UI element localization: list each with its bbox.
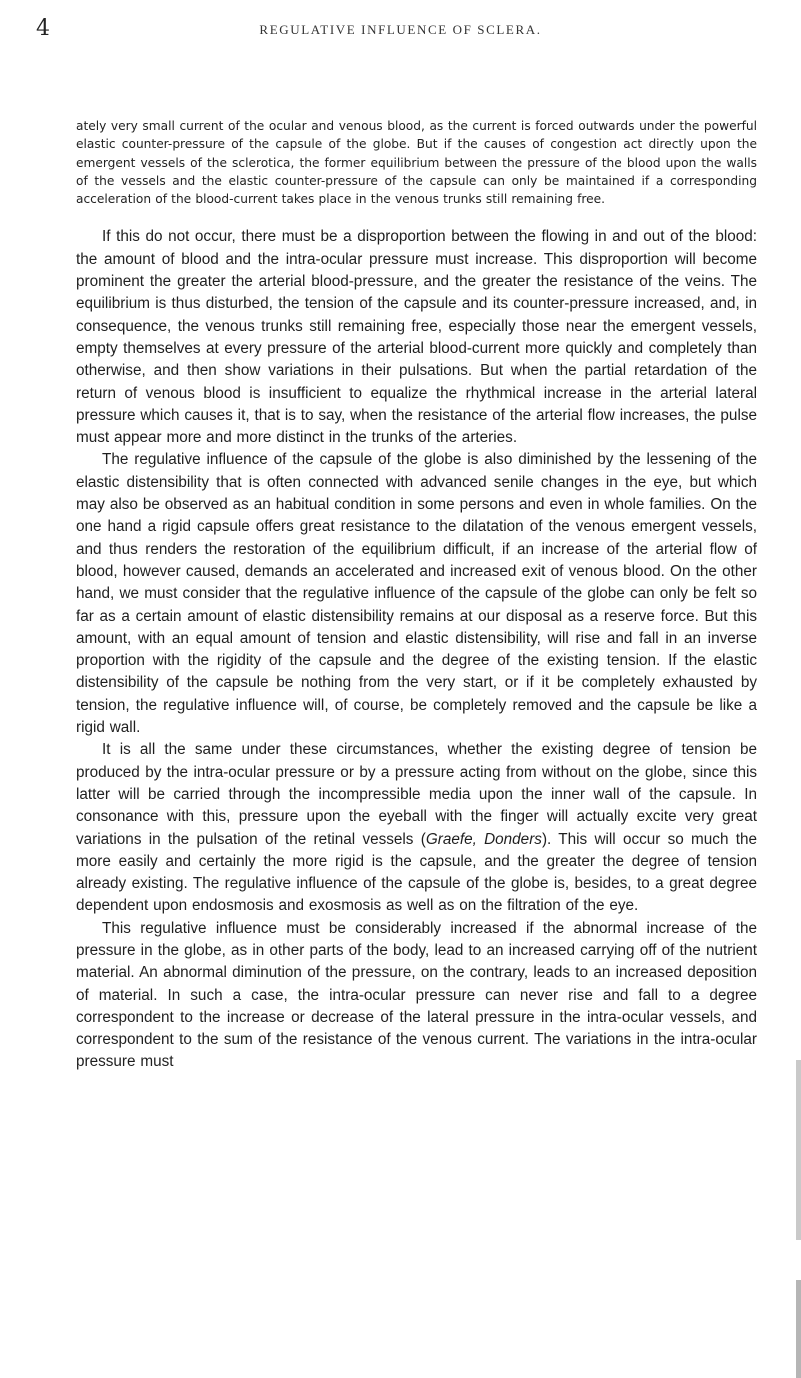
page-edge-shadow-lower	[796, 1280, 801, 1378]
body-paragraph-3	[76, 739, 757, 917]
body-paragraph-1: If this do not occur, there must be a disproportion between the flowing in and out of the blood: the amount of blood and the intra-ocular pressure must increase. This disproportion will become prominent the greater the arterial blood-pressure, and the greater the resistance of the veins. The equilibrium is thus disturbed, the tension of the capsule and its counter-pressure increased, and, in consequence, the venous trunks still remaining free, especially those near the emergent vessels, empty themselves at every pressure of the arterial blood-current more quickly and completely than otherwise, and then show variations in their pulsations. But when the partial retardation of the return of venous blood is insufficient to equalize the rhythmical increase in the arterial lateral pressure which causes it, that is to say, when the resistance of the arterial flow increases, the pulse must appear more and more distinct in the trunks of the arteries.	[76, 228, 757, 447]
author-citation: Graefe, Donders	[425, 830, 542, 848]
page-number: 4	[36, 16, 50, 41]
body-paragraph-2: The regulative influence of the capsule of the globe is also diminished by the lessening of the elastic distensibility that is often connected with advanced senile changes in the eye, but which may also be observed as an habitual condition in some persons and even in whole families. On the one hand a rigid capsule offers great resistance to the dilatation of the venous emergent vessels, and thus renders the restoration of the equilibrium difficult, if an increase of the arterial flow of blood, however caused, demands an accelerated and increased exit of venous blood. On the other hand, we must consider that the regulative influence of the capsule of the globe can only be felt so far as a certain amount of elastic distensibility remains at our disposal as a reserve force. But this amount, with an equal amount of tension and elastic distensibility, will rise and fall in an inverse proportion with the rigidity of the capsule and the degree of the existing tension. If the elastic distensibility of the capsule be nothing from the very start, or if it be completely exhausted by tension, the regulative influence will, of course, be completely removed and the capsule be like a rigid wall.	[76, 451, 757, 737]
paragraph-3-text-before-citation: It is all the same under these circumstances, whether the existing degree of tension be produced by the intra-ocular pressure or by a pressure acting from without on the globe, since this latter will be carried through the incompressible media upon the inner wall of the capsule. In consonance with this, pressure upon the eyeball with the finger will actually excite very great variations in the pulsation of the retinal vessels (	[76, 741, 757, 848]
running-title: REGULATIVE INFLUENCE OF SCLERA.	[259, 22, 542, 37]
page-body	[76, 117, 757, 1074]
body-paragraph-4: This regulative influence must be considerably increased if the abnormal increase of the pressure in the globe, as in other parts of the body, lead to an increased carrying off of the nutrient material. An abnormal diminution of the pressure, on the contrary, leads to an increased deposition of material. In such a case, the intra-ocular pressure can never rise and fall to a degree correspondent to the increase or decrease of the lateral pressure in the intra-ocular vessels, and correspondent to the sum of the resistance of the venous current. The variations in the intra-ocular pressure must	[76, 919, 757, 1071]
paragraph-3-text-after-citation: ). This will occur so much the more easily and certainly the more rigid is the capsule, and the greater the degree of tension already existing. The regulative influence of the capsule of the globe is, besides, to a great degree dependent upon endosmosis and exosmosis as well as on the filtration of the eye.	[76, 830, 757, 915]
small-print-paragraph: ately very small current of the ocular and venous blood, as the current is forced outwards under the powerful elastic counter-pressure of the capsule of the globe. But if the causes of congestion act directly upon the emergent vessels of the sclerotica, the former equilibrium between the pressure of the blood upon the walls of the vessels and the elastic counter-pressure of the capsule can only be maintained if a corresponding acceleration of the blood-current takes place in the venous trunks still remaining free.	[76, 119, 757, 207]
page-edge-shadow	[796, 1060, 801, 1240]
